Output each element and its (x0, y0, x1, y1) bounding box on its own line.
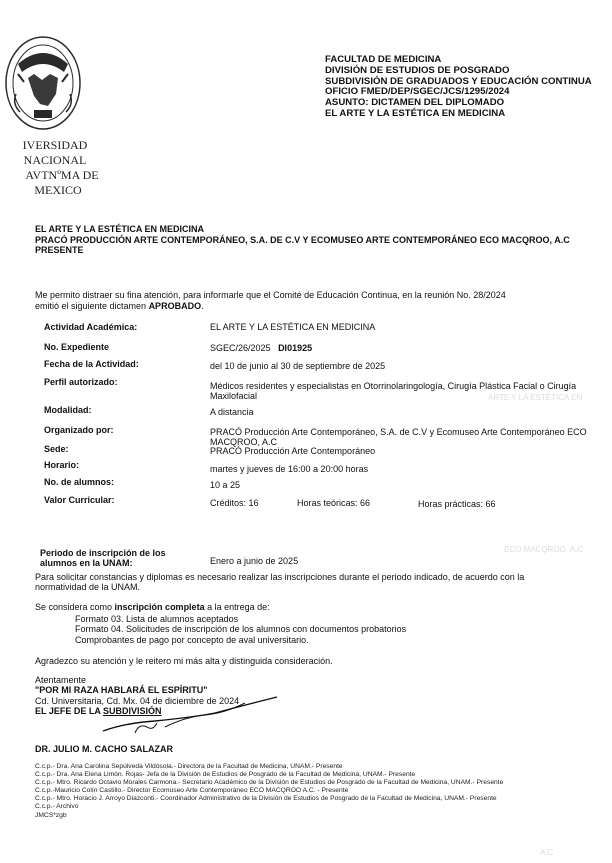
completa-prefix: Se considera como (35, 602, 115, 612)
bleed-through-text: ARTE Y LA ESTÉTICA EN (488, 393, 583, 402)
expediente-number: SGEC/26/2025 (210, 343, 271, 353)
ccp-list (35, 763, 610, 820)
value-modalidad: A distancia (210, 407, 254, 417)
constancias-paragraph (35, 572, 595, 593)
value-horas-practicas: Horas prácticas: 66 (418, 499, 496, 509)
letterhead-line-oficio: OFICIO FMED/DEP/SGEC/JCS/1295/2024 (325, 86, 510, 98)
intro-line-1: Me permito distraer su fina atención, para informarle que el Comité de Educación Continua, en la reunión No. 28/2024 (35, 290, 506, 300)
value-alumnos: 10 a 25 (210, 480, 241, 490)
university-name-line-2: AVTNºMA DE (25, 168, 99, 182)
ccp-item: C.c.p.- Dra. Ana Carolina Sepúlveda Vildósola.- Directora de la Facultad de Medicina, UNAM.- Presente (35, 763, 343, 770)
value-organizado-line-2: MACQROO, A.C (210, 437, 278, 447)
letterhead-line-division: DIVISIÓN DE ESTUDIOS DE POSGRADO (325, 64, 510, 76)
letterhead-line-asunto: ASUNTO: DICTAMEN DEL DIPLOMADO (325, 97, 505, 109)
university-name-line-3: MEXICO (34, 183, 82, 197)
intro-suffix: . (201, 300, 204, 311)
requisitos-list (75, 614, 406, 645)
lugar-fecha: Cd. Universitaria, Cd. Mx. 04 de diciembre de 2024 (35, 696, 240, 706)
addressee-line-1: EL ARTE Y LA ESTÉTICA EN MEDICINA (35, 224, 205, 234)
unam-seal-logo (4, 34, 82, 132)
ccp-item: C.c.p.- Archivo (35, 803, 79, 811)
bleed-through-text: A.C (540, 848, 554, 857)
lema: "POR MI RAZA HABLARÁ EL ESPÍRITU" (35, 685, 208, 695)
value-expediente (210, 343, 600, 353)
inscripcion-label-line-2: alumnos en la UNAM: (40, 558, 133, 568)
value-horas-teoricas: Horas teóricas: 66 (297, 498, 371, 508)
expediente-code: DI01925 (278, 343, 313, 353)
firmante: DR. JULIO M. CACHO SALAZAR (35, 744, 173, 754)
addressee-line-2: PRACÓ PRODUCCIÓN ARTE CONTEMPORÁNEO, S.A. DE C.V Y ECOMUSEO ARTE CONTEMPORÁNEO ECO MACQROO, A.C (35, 234, 570, 245)
university-name-line-1: IVERSIDAD NACIONAL (22, 138, 88, 167)
inscripcion-label-line-1: Periodo de inscripción de los (40, 548, 166, 558)
agradezco-paragraph: Agradezco su atención y le reitero mi más alta y distinguida consideración. (35, 656, 333, 666)
label-horario: Horario: (44, 460, 80, 470)
label-expediente: No. Expediente (44, 342, 110, 352)
addressee-line-3: PRESENTE (35, 245, 84, 255)
completa-bold: inscripción completa (114, 602, 205, 612)
letterhead-line-diplomado: EL ARTE Y LA ESTÉTICA EN MEDICINA (325, 107, 506, 119)
intro-paragraph (35, 290, 595, 311)
ccp-item: C.c.p.- Mtro. Ricardo Octavio Morales Carmona.- Secretario Académico de la División de Estudios de Posgrado de la Facultad de Medicina, UNAM.- Presente (35, 779, 504, 787)
intro-prefix: emitió el siguiente dictamen (35, 300, 149, 311)
label-valor: Valor Curricular: (44, 495, 115, 505)
value-fecha: del 10 de junio al 30 de septiembre de 2025 (210, 361, 386, 371)
cargo-subdivision: SUBDIVISIÓN (103, 706, 162, 716)
dictamen-status: APROBADO (148, 300, 202, 311)
label-organizado: Organizado por: (44, 425, 114, 435)
ccp-item: C.c.p.- Dra. Ana Elena Limón. Rojas- Jefa de la División de Estudios de Posgrado de la Facultad de Medicina, UNAM.- Presente (35, 771, 416, 779)
ccp-item: C.c.p.-Mauricio Colín Castillo.- Director Ecomuseo Arte Contemporáneo ECO MACQROO A.C. - Presente (35, 787, 349, 795)
label-perfil: Perfil autorizado: (44, 377, 118, 387)
label-modalidad: Modalidad: (44, 405, 92, 415)
label-fecha: Fecha de la Actividad: (44, 359, 139, 369)
letterhead-line-faculty: FACULTAD DE MEDICINA (325, 54, 442, 65)
cargo-prefix: EL JEFE DE LA (35, 706, 104, 716)
value-perfil-line-1: Médicos residentes y especialistas en Otorrinolaringología, Cirugía Plástica Facial o Cirugía (210, 381, 577, 391)
constancias-line-1: Para solicitar constancias y diplomas es necesario realizar las inscripciones durante el periodo indicado, de acuerdo con la (35, 572, 525, 582)
value-organizado-line-1: PRACÓ Producción Arte Contemporáneo, S.A. de C.V y Ecomuseo Arte Contemporáneo ECO (210, 427, 587, 437)
university-name (0, 138, 110, 198)
value-creditos: Créditos: 16 (210, 498, 259, 508)
letterhead-line-subdivision: SUBDIVISIÓN DE GRADUADOS Y EDUCACIÓN CONTINUA (325, 75, 592, 87)
requisito-item: Formato 04. Solicitudes de inscripción de los alumnos con documentos probatorios (75, 624, 407, 635)
addressee (35, 224, 595, 256)
bleed-through-text: ECO MACQROO, A.C (504, 545, 584, 554)
signature-icon (95, 693, 285, 743)
constancias-line-2: normatividad de la UNAM. (35, 582, 141, 593)
label-actividad: Actividad Académica: (44, 322, 138, 332)
value-organizado (210, 427, 600, 447)
value-horario: martes y jueves de 16:00 a 20:00 horas (210, 464, 369, 474)
requisito-item: Formato 03. Lista de alumnos aceptados (75, 614, 239, 624)
label-alumnos: No. de alumnos: (44, 477, 115, 487)
requisito-item: Comprobantes de pago por concepto de aval universitario. (75, 634, 309, 645)
atentamente: Atentamente (35, 675, 87, 685)
label-sede: Sede: (44, 444, 69, 454)
intro-line-2 (35, 301, 595, 312)
value-sede: PRACÓ Producción Arte Contemporáneo (210, 446, 376, 456)
inscripcion-value: Enero a junio de 2025 (210, 556, 299, 566)
value-actividad: EL ARTE Y LA ESTÉTICA EN MEDICINA (210, 322, 376, 332)
letterhead (325, 55, 605, 120)
inscripcion-completa-paragraph (35, 602, 595, 612)
ccp-item: C.c.p.- Mtro. Horacio J. Arroyo Diazconti.- Coordinador Administrativo de la División de Estudios de Posgrado de la Facultad de Medicina, UNAM.- Presente (35, 795, 497, 803)
completa-suffix: a la entrega de: (204, 602, 270, 612)
ccp-item: JMCS*zgb (35, 811, 67, 819)
inscripcion-label (40, 548, 166, 568)
value-perfil-line-2: Maxilofacial (210, 391, 258, 401)
